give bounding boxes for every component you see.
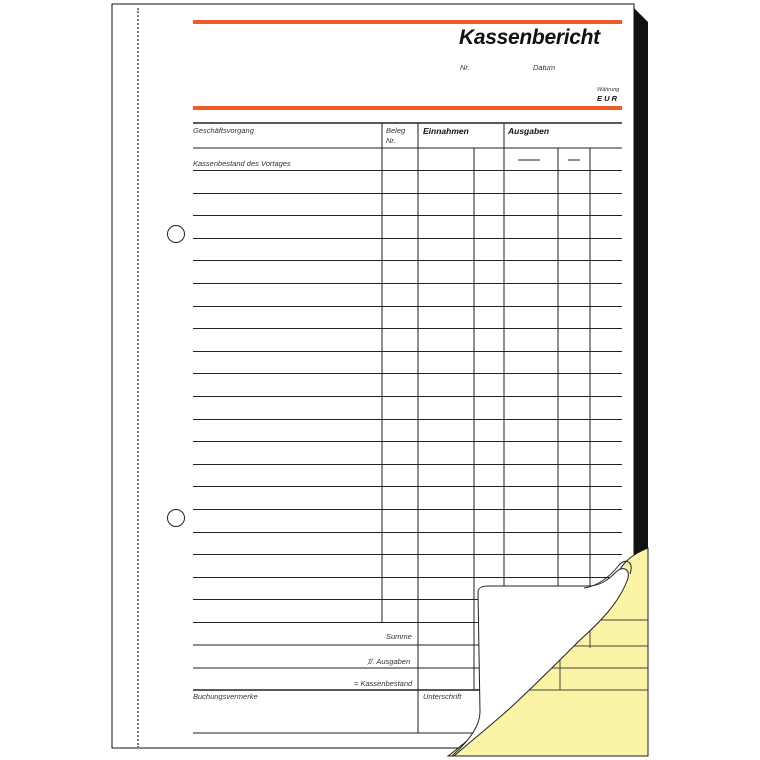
header-geschaeftsvorgang: Geschäftsvorgang — [193, 126, 254, 135]
footer-buchungsvermerke: Buchungsvermerke — [193, 692, 258, 701]
footer-kassenbestand: = Kassenbestand — [354, 679, 413, 688]
nr-label: Nr. — [460, 63, 470, 72]
header-beleg: Beleg — [386, 126, 406, 135]
header-beleg-nr: Nr. — [386, 136, 396, 145]
footer-unterschrift: Unterschrift — [423, 692, 462, 701]
form-title: Kassenbericht — [459, 26, 600, 49]
row-kassenbestand-vortag: Kassenbestand des Vortages — [193, 159, 291, 168]
footer-minus-ausgaben: ⁒/. Ausgaben — [367, 657, 411, 666]
datum-label: Datum — [533, 63, 556, 72]
currency-code: E U R — [597, 94, 618, 103]
waehrung-label: Währung — [597, 87, 620, 93]
header-ausgaben: Ausgaben — [508, 126, 550, 136]
footer-summe: Summe — [386, 632, 412, 641]
header-einnahmen: Einnahmen — [423, 126, 469, 136]
